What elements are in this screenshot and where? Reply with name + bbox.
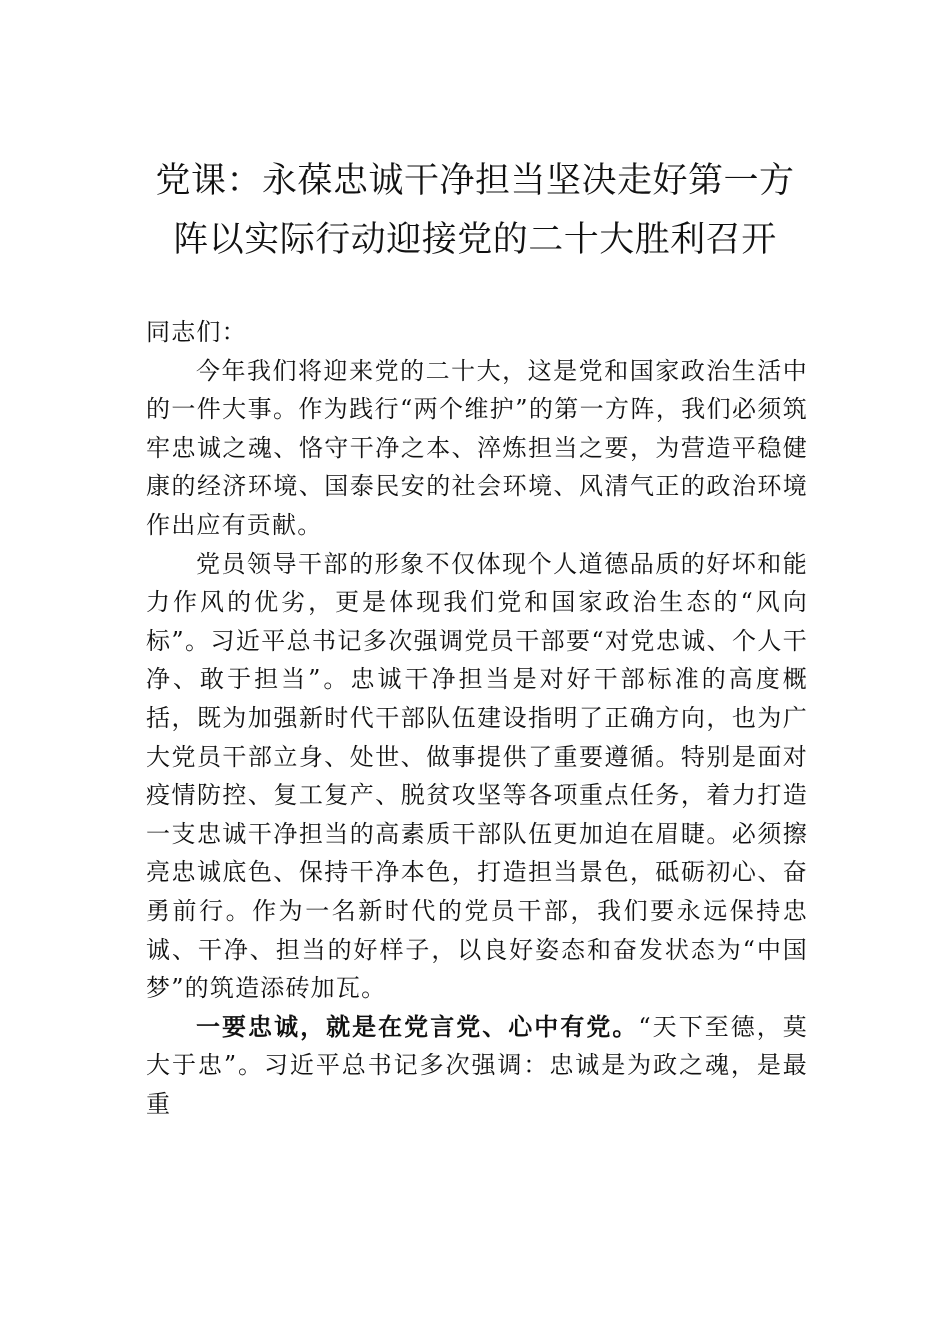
title-line-2: 阵以实际行动迎接党的二十大胜利召开 [173,220,777,260]
paragraph-3 [146,1008,808,1124]
document-title [140,152,810,270]
document-body [146,313,808,1123]
salutation: 同志们： [146,318,247,346]
paragraph-3-text: “天下至德，莫大于忠”。习近平总书记多次强调：忠诚是为政之魂，是最重 [146,1012,808,1118]
paragraph-2: 党员领导干部的形象不仅体现个人道德品质的好坏和能力作风的优劣，更是体现我们党和国家政治生态的“风向标”。习近平总书记多次强调党员干部要“对党忠诚、个人干净、敢于担当”。忠诚干净担当是对好干部标准的高度概括，既为加强新时代干部队伍建设指明了正确方向，也为广大党员干部立身、处世、做事提供了重要遵循。特别是面对疫情防控、复工复产、脱贫攻坚等各项重点任务，着力打造一支忠诚干净担当的高素质干部队伍更加迫在眉睫。必须擦亮忠诚底色、保持干净本色，打造担当景色，砥砺初心、奋勇前行。作为一名新时代的党员干部，我们要永远保持忠诚、干净、担当的好样子，以良好姿态和奋发状态为“中国梦”的筑造添砖加瓦。 [146,549,808,1003]
title-line-1: 党课：永葆忠诚干净担当坚决走好第一方 [155,161,795,201]
paragraph-3-heading: 一要忠诚，就是在党言党、心中有党。 [196,1011,639,1041]
paragraph-1: 今年我们将迎来党的二十大，这是党和国家政治生活中的一件大事。作为践行“两个维护”的第一方阵，我们必须筑牢忠诚之魂、恪守干净之本、淬炼担当之要，为营造平稳健康的经济环境、国泰民安的社会环境、风清气正的政治环境作出应有贡献。 [146,356,808,539]
